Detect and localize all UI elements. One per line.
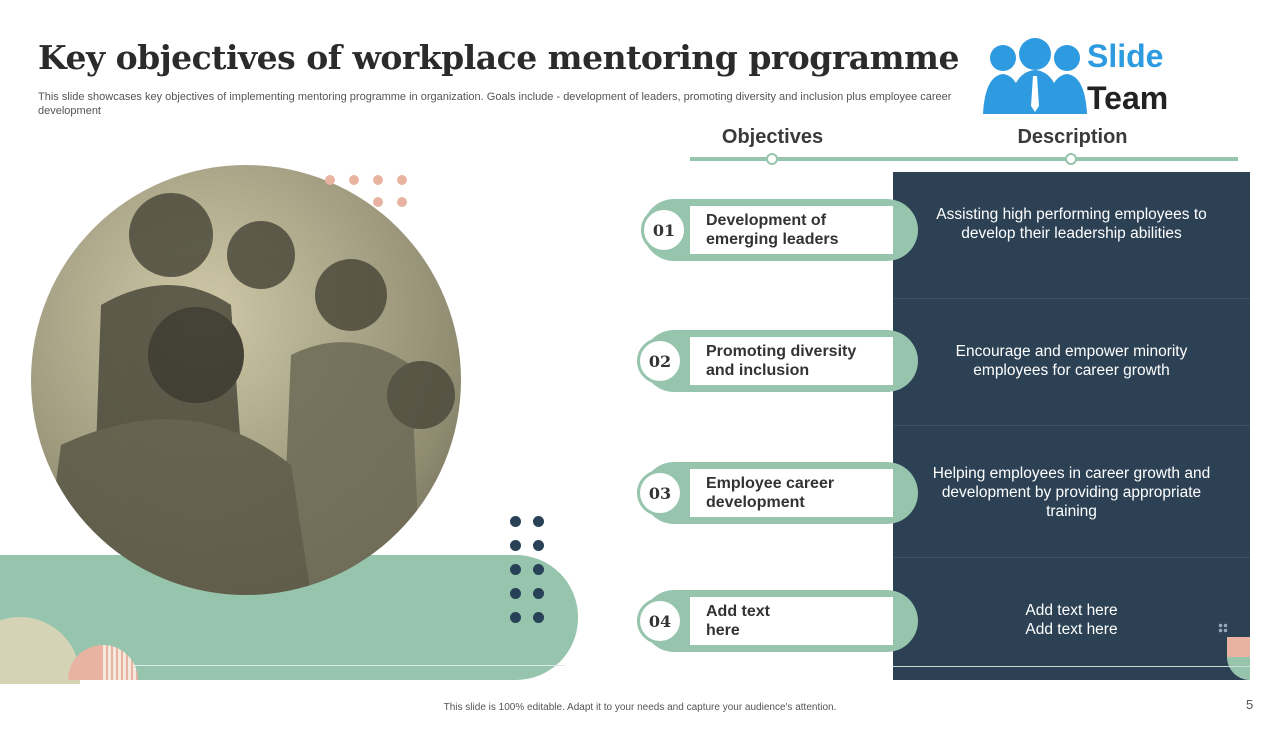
decor-dot: [533, 564, 544, 575]
team-photo: [31, 165, 461, 595]
row-number: 04: [637, 598, 683, 644]
decor-dot: [325, 175, 335, 185]
decor-dot: [397, 197, 407, 207]
page-number: 5: [1246, 697, 1254, 712]
decor-peach-block: [1227, 637, 1250, 657]
decor-dot: [373, 175, 383, 185]
header-knob: [766, 153, 778, 165]
people-icon: [983, 36, 1087, 116]
objective-label: Development of emerging leaders: [690, 206, 893, 254]
objective-label: Employee career development: [690, 469, 893, 517]
decor-dot: [510, 588, 521, 599]
row-number: 02: [637, 338, 683, 384]
divider-line: [893, 666, 1250, 667]
row-description: Assisting high performing employees to develop their leadership abilities: [936, 206, 1207, 242]
row-number: 01: [641, 207, 687, 253]
header-knob: [1065, 153, 1077, 165]
row-number: 03: [637, 470, 683, 516]
logo-text-team: Team: [1087, 80, 1169, 116]
decor-dot: [510, 612, 521, 623]
decor-dot: [533, 588, 544, 599]
footer-text: This slide is 100% editable. Adapt it to your needs and capture your audience's attention.: [443, 702, 837, 713]
objective-row-3: [643, 462, 918, 524]
objective-label: Promoting diversity and inclusion: [690, 337, 893, 385]
row-separator: [893, 425, 1250, 426]
decor-dots: [1218, 623, 1228, 633]
decor-dot: [533, 612, 544, 623]
objectives-header: Objectives: [721, 126, 824, 148]
row-description: Helping employees in career growth and development by providing appropriate training: [932, 465, 1211, 520]
objective-row-4: [643, 590, 918, 652]
row-separator: [893, 298, 1250, 299]
decor-dot: [510, 540, 521, 551]
logo-text-slide: Slide: [1087, 38, 1164, 74]
decor-dot: [510, 564, 521, 575]
slide-title: Key objectives of workplace mentoring programme: [38, 38, 959, 77]
objective-label: Add text here: [690, 597, 893, 645]
slideteam-logo: [983, 36, 1173, 118]
decor-dot: [349, 175, 359, 185]
description-header: Description: [1017, 126, 1128, 148]
objective-row-2: [643, 330, 918, 392]
row-separator: [893, 557, 1250, 558]
row-description: Encourage and empower minority employees for career growth: [955, 343, 1188, 379]
decor-dot: [533, 540, 544, 551]
decor-dot: [510, 516, 521, 527]
decor-dot: [373, 197, 383, 207]
slide-subtitle: This slide showcases key objectives of implementing mentoring programme in organization. Goals include - development of leaders, promoting diversity and inclusion plus employee career development: [38, 91, 952, 117]
decor-dot: [397, 175, 407, 185]
row-description: Add text here Add text here: [1025, 602, 1118, 638]
decor-dot: [533, 516, 544, 527]
